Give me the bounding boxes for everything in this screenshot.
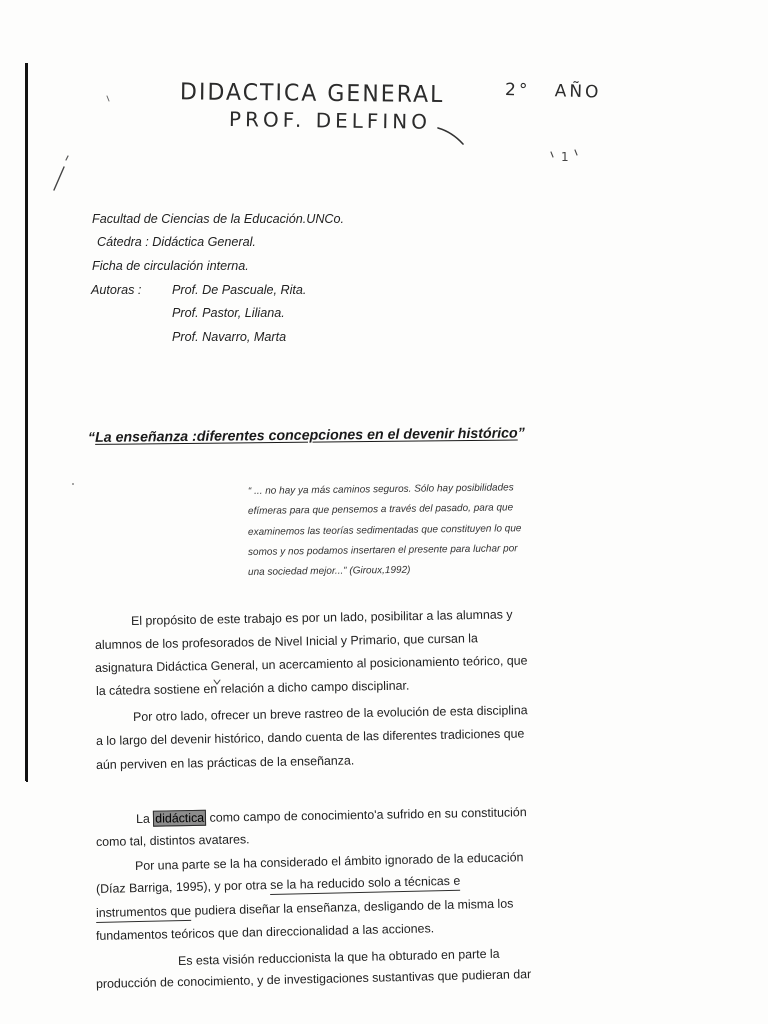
title-open-quote: “: [87, 429, 96, 446]
body-line: fundamentos teóricos que dan direccionalidad a las acciones.: [95, 921, 435, 943]
body-line: como tal, distintos avatares.: [95, 832, 250, 849]
epigraph-line: somos y nos podamos insertaren el presente para luchar por: [247, 543, 518, 558]
author-item: Prof. De Pascuale, Rita.: [172, 283, 307, 297]
pen-stroke-mark: [438, 128, 463, 144]
faculty-line: Facultad de Ciencias de la Educación.UNCo.: [92, 212, 345, 226]
page-mark-tick: [575, 150, 577, 155]
author-item: Prof. Navarro, Marta: [172, 330, 287, 344]
body-line: [136, 806, 527, 825]
binding-edge-shadow: [25, 63, 28, 781]
author-item: Prof. Pastor, Liliana.: [172, 306, 285, 320]
body-line: Por otro lado, ofrecer un breve rastreo de la evolución de esta disciplina: [132, 703, 528, 724]
document-title: [88, 426, 525, 445]
epigraph-line: efímeras para que pensemos a través del pasado, para que: [247, 502, 514, 517]
authors-label: Autoras :: [91, 283, 142, 297]
pen-underlined-text: se la ha reducido solo a técnicas e: [270, 874, 460, 895]
title-text: La enseñanza :diferentes concepciones en el devenir histórico: [95, 425, 518, 446]
body-line: El propósito de este trabajo es por un lado, posibilitar a las alumnas y: [130, 607, 513, 628]
chair-line: Cátedra : Didáctica General.: [97, 235, 256, 249]
body-line: [96, 875, 461, 896]
highlighted-word: didáctica: [153, 810, 206, 827]
page-mark-tick: [551, 152, 553, 157]
epigraph-line: “ ... no hay ya más caminos seguros. Sólo hay posibilidades: [247, 482, 514, 497]
epigraph-line: una sociedad mejor...” (Giroux,1992): [247, 564, 411, 578]
pen-underlined-text: instrumentos que: [96, 904, 191, 923]
sheet-line: Ficha de circulación interna.: [92, 259, 249, 273]
scan-speck: [107, 96, 109, 101]
pen-dot-mark: [66, 156, 68, 160]
body-line: alumnos de los profesorados de Nivel Inicial y Primario, que cursan la: [94, 631, 478, 652]
title-close-quote: ”: [517, 425, 525, 442]
body-text: La: [135, 811, 154, 826]
pen-slash-mark: [54, 167, 64, 190]
body-line: [96, 898, 514, 920]
body-line: aún perviven en las prácticas de la enseñanza.: [95, 753, 355, 772]
handwritten-subject: DIDACTICA GENERAL: [179, 79, 445, 109]
handwritten-teacher: PROF. DELFINO: [228, 107, 432, 134]
body-line: Es esta visión reduccionista la que ha obturado en parte la: [177, 946, 500, 968]
body-line: asignatura Didáctica General, un acercamiento al posicionamiento teórico, que: [94, 653, 528, 675]
body-line: a lo largo del devenir histórico, dando cuenta de las diferentes tradiciones que: [95, 726, 525, 748]
body-text: pudiera diseñar la enseñanza, desligando de la misma los: [190, 896, 514, 918]
body-line: producción de conocimiento, y de investigaciones sustantivas que pudieran dar: [95, 967, 532, 991]
body-text: como campo de conocimiento'a sufrido en su constitución: [206, 805, 527, 825]
epigraph-line: examinemos las teorías sedimentadas que constituyen lo que: [247, 523, 522, 538]
handwritten-year: 2° AÑO: [504, 80, 602, 103]
body-text: (Díaz Barriga, 1995), y por otra: [95, 878, 271, 896]
body-line: Por una parte se la ha considerado el ámbito ignorado de la educación: [134, 850, 524, 873]
handwritten-page-mark: 1: [561, 150, 569, 164]
body-line: la cátedra sostiene en relación a dicho campo disciplinar.: [95, 678, 410, 698]
scan-speck: [72, 483, 74, 485]
